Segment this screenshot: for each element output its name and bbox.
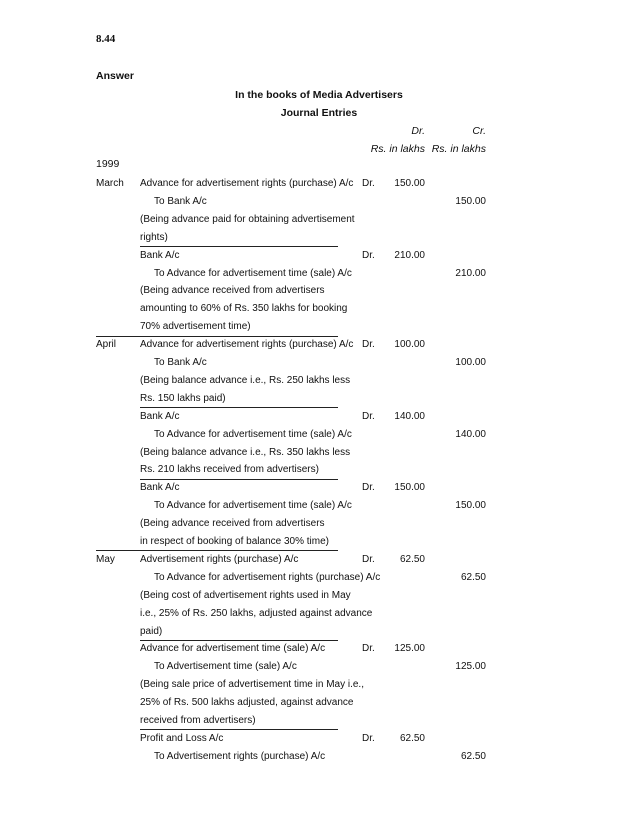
row-dr-mark: Dr. [362, 553, 375, 565]
journal-row [0, 175, 638, 193]
journal-row [0, 676, 638, 694]
journal-row [0, 605, 638, 623]
row-particulars: Advance for advertisement rights (purchase) A/c [140, 178, 354, 189]
row-particulars: (Being sale price of advertisement time in May i.e., [140, 679, 364, 691]
journal-row [0, 497, 638, 515]
row-particulars: Advertisement rights (purchase) A/c [140, 553, 299, 565]
row-particulars: i.e., 25% of Rs. 250 lakhs, adjusted against advance [140, 607, 373, 619]
row-month: May [96, 553, 115, 565]
journal-row [0, 640, 638, 658]
row-particulars: (Being balance advance i.e., Rs. 250 lakhs less [140, 374, 351, 386]
journal-row [0, 515, 638, 533]
row-particulars: To Advance for advertisement time (sale) A/c [154, 267, 352, 279]
row-particulars: Advance for advertisement time (sale) A/c [140, 643, 326, 655]
document-title: In the books of Media Advertisers [235, 89, 403, 101]
row-cr-amount: 210.00 [455, 267, 486, 279]
row-dr-amount: 100.00 [394, 339, 425, 351]
journal-row [0, 354, 638, 372]
cr-column-header: Cr. [472, 125, 486, 137]
journal-row [0, 372, 638, 390]
row-cr-amount: 140.00 [455, 428, 486, 440]
row-particulars: To Advertisement time (sale) A/c [154, 661, 297, 673]
row-particulars: Bank A/c [140, 482, 180, 494]
row-cr-amount: 100.00 [455, 357, 486, 368]
row-particulars: To Advertisement rights (purchase) A/c [154, 750, 326, 762]
cr-unit-header: Rs. in lakhs [431, 143, 486, 155]
journal-row [0, 426, 638, 444]
journal-row [0, 551, 638, 569]
row-dr-amount: 62.50 [399, 732, 425, 744]
journal-row [0, 211, 638, 229]
journal-row [0, 694, 638, 712]
row-particulars: To Bank A/c [154, 195, 207, 207]
row-cr-amount: 150.00 [455, 195, 486, 207]
row-particulars: Bank A/c [140, 410, 180, 422]
row-particulars: (Being advance received from advertisers [140, 518, 325, 530]
row-month: March [96, 178, 124, 189]
row-particulars: To Advance for advertisement time (sale) A/c [154, 500, 352, 512]
journal-row [0, 730, 638, 748]
journal-row [0, 658, 638, 676]
journal-row [0, 712, 638, 730]
journal-row [0, 193, 638, 211]
journal-row [0, 408, 638, 426]
journal-row [0, 623, 638, 641]
row-dr-amount: 125.00 [394, 643, 425, 655]
page-number: 8.44 [96, 33, 116, 45]
row-particulars: (Being balance advance i.e., Rs. 350 lakhs less [140, 446, 351, 458]
row-particulars: amounting to 60% of Rs. 350 lakhs for booking [140, 303, 348, 315]
journal-subtitle: Journal Entries [280, 107, 358, 119]
row-particulars: Profit and Loss A/c [140, 732, 224, 744]
row-particulars: Advance for advertisement rights (purchase) A/c [140, 339, 354, 351]
dr-unit-header: Rs. in lakhs [370, 143, 425, 155]
row-dr-amount: 210.00 [394, 249, 425, 261]
row-particulars: To Advance for advertisement time (sale) A/c [154, 428, 352, 440]
journal-row [0, 229, 638, 247]
row-particulars: (Being advance received from advertisers [140, 285, 325, 297]
journal-row [0, 318, 638, 336]
row-dr-mark: Dr. [362, 178, 375, 189]
row-dr-mark: Dr. [362, 410, 375, 422]
journal-row [0, 479, 638, 497]
journal-row [0, 748, 638, 766]
row-cr-amount: 62.50 [460, 750, 486, 762]
row-particulars: 25% of Rs. 500 lakhs adjusted, against advance [140, 697, 354, 709]
row-month: April [96, 339, 117, 351]
row-cr-amount: 125.00 [455, 661, 486, 673]
row-dr-mark: Dr. [362, 249, 375, 261]
row-dr-amount: 150.00 [394, 482, 425, 494]
row-particulars: To Advance for advertisement rights (purchase) A/c [154, 571, 381, 583]
row-particulars: 70% advertisement time) [140, 321, 251, 333]
year-label: 1999 [96, 158, 120, 170]
row-dr-mark: Dr. [362, 643, 375, 655]
journal-row [0, 533, 638, 551]
journal-row [0, 461, 638, 479]
row-dr-mark: Dr. [362, 732, 375, 744]
journal-row [0, 247, 638, 265]
row-particulars: received from advertisers) [140, 715, 256, 726]
row-particulars: (Being cost of advertisement rights used in May [140, 589, 351, 601]
answer-label: Answer [96, 70, 134, 82]
row-cr-amount: 150.00 [455, 500, 486, 512]
row-dr-amount: 140.00 [394, 410, 425, 422]
row-particulars: Bank A/c [140, 249, 180, 261]
row-particulars: To Bank A/c [154, 357, 207, 368]
journal-row [0, 390, 638, 408]
journal-row [0, 282, 638, 300]
dr-column-header: Dr. [411, 125, 425, 137]
journal-row [0, 587, 638, 605]
journal-row [0, 569, 638, 587]
row-particulars: rights) [140, 231, 168, 243]
row-particulars: in respect of booking of balance 30% time) [140, 536, 329, 547]
row-particulars: Rs. 210 lakhs received from advertisers) [140, 464, 319, 476]
row-dr-mark: Dr. [362, 339, 375, 351]
row-dr-amount: 150.00 [394, 178, 425, 189]
row-particulars: Rs. 150 lakhs paid) [140, 392, 226, 404]
journal-row [0, 336, 638, 354]
journal-row [0, 300, 638, 318]
row-dr-amount: 62.50 [399, 553, 425, 565]
journal-row [0, 265, 638, 283]
row-dr-mark: Dr. [362, 482, 375, 494]
row-particulars: (Being advance paid for obtaining advertisement [140, 213, 355, 225]
row-cr-amount: 62.50 [460, 571, 486, 583]
journal-row [0, 444, 638, 462]
row-particulars: paid) [140, 625, 163, 637]
